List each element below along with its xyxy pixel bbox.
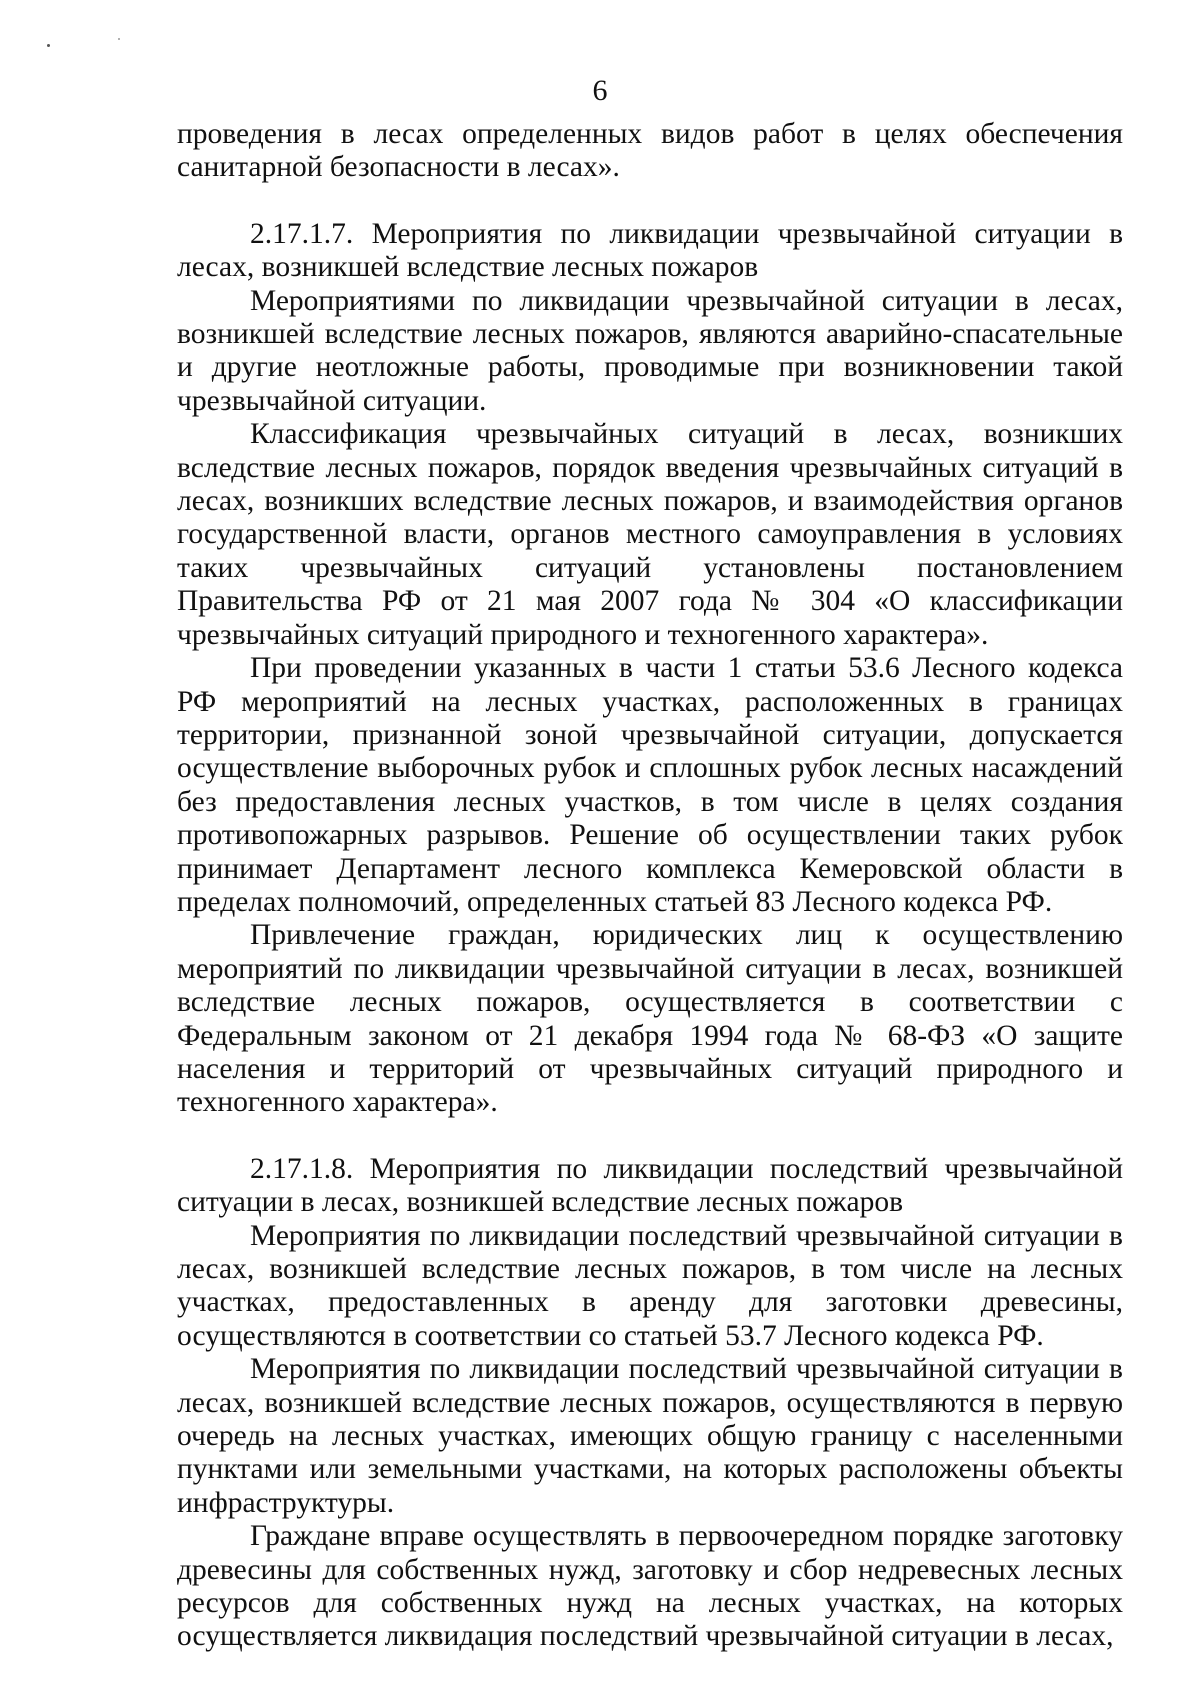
paragraph-continuation: проведения в лесах определенных видов работ в целях обеспечения санитарной безопасности в лесах». bbox=[177, 118, 1123, 184]
paragraph: При проведении указанных в части 1 статьи 53.6 Лесного кодекса РФ мероприятий на лесных участках, расположенных в границах территории, признанной зоной чрезвычайной ситуации, допускается осуществление выборочных рубок и сплошных рубок лесных насаждений без предоставления лесных участков, в том числе в целях создания противопожарных разрывов. Решение об осуществлении таких рубок принимает Департамент лесного комплекса Кемеровской области в пределах полномочий, определенных статьей 83 Лесного кодекса РФ. bbox=[177, 652, 1123, 918]
paragraph: Граждане вправе осуществлять в первоочередном порядке заготовку древесины для собственных нужд, заготовку и сбор недревесных лесных ресурсов для собственных нужд на лесных участках, на которых осуществляется ликвидация последствий чрезвычайной ситуации в лесах, bbox=[177, 1520, 1123, 1653]
document-body bbox=[177, 118, 1123, 1654]
paragraph: Мероприятиями по ликвидации чрезвычайной ситуации в лесах, возникшей вследствие лесных пожаров, являются аварийно-спасательные и другие неотложные работы, проводимые при возникновении такой чрезвычайной ситуации. bbox=[177, 284, 1123, 417]
page-number: 6 bbox=[592, 74, 608, 107]
section-heading-2-17-1-7: 2.17.1.7. Мероприятия по ликвидации чрезвычайной ситуации в лесах, возникшей вследствие лесных пожаров bbox=[177, 217, 1123, 284]
paragraph: Мероприятия по ликвидации последствий чрезвычайной ситуации в лесах, возникшей вследствие лесных пожаров, в том числе на лесных участках, предоставленных в аренду для заготовки древесины, осуществляются в соответствии со статьей 53.7 Лесного кодекса РФ. bbox=[177, 1219, 1123, 1352]
paragraph: Мероприятия по ликвидации последствий чрезвычайной ситуации в лесах, возникшей вследствие лесных пожаров, осуществляются в первую очередь на лесных участках, имеющих общую границу с населенными пунктами или земельными участками, на которых расположены объекты инфраструктуры. bbox=[177, 1353, 1123, 1519]
section-heading-2-17-1-8: 2.17.1.8. Мероприятия по ликвидации последствий чрезвычайной ситуации в лесах, возникшей вследствие лесных пожаров bbox=[177, 1152, 1123, 1219]
paragraph: Привлечение граждан, юридических лиц к осуществлению мероприятий по ликвидации чрезвычайной ситуации в лесах, возникшей вследствие лесных пожаров, осуществляется в соответствии с Федеральным законом от 21 декабря 1994 года № 68-ФЗ «О защите населения и территорий от чрезвычайных ситуаций природного и техногенного характера». bbox=[177, 919, 1123, 1119]
scan-artifact-dot bbox=[118, 38, 120, 40]
paragraph: Классификация чрезвычайных ситуаций в лесах, возникших вследствие лесных пожаров, порядок введения чрезвычайных ситуаций в лесах, возникших вследствие лесных пожаров, и взаимодействия органов государственной власти, органов местного самоуправления в условиях таких чрезвычайных ситуаций установлены постановлением Правительства РФ от 21 мая 2007 года № 304 «О классификации чрезвычайных ситуаций природного и техногенного характера». bbox=[177, 418, 1123, 651]
scan-artifact-dot bbox=[47, 44, 50, 47]
